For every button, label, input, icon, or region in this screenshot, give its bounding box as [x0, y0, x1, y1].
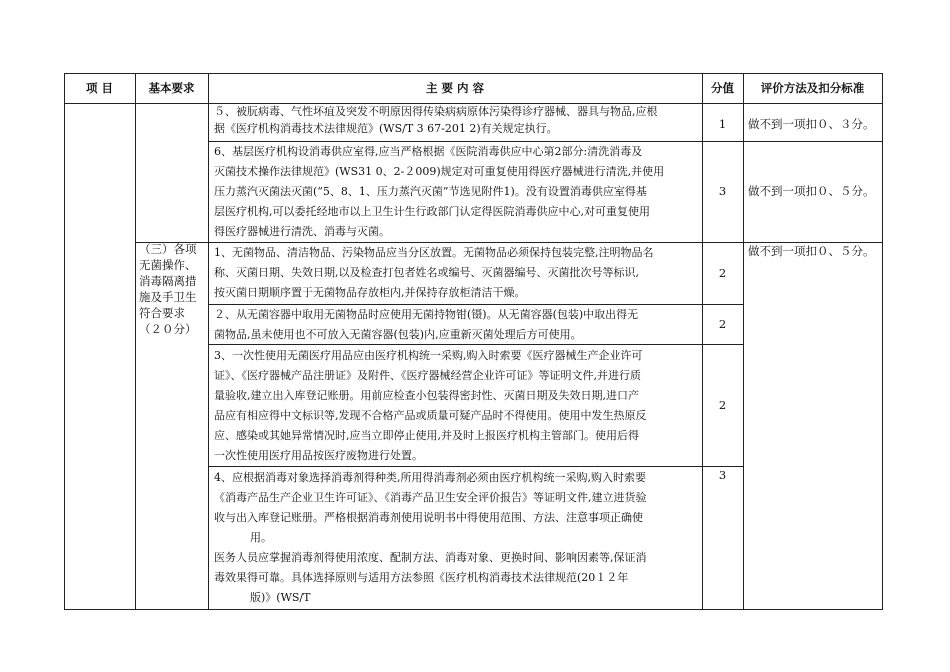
col-divider [135, 73, 136, 610]
content-cell [214, 142, 700, 242]
content-line: 称、灭菌日期、失效日期,以及检查打包者姓名或编号、灭菌器编号、灭菌批次号等标识, [214, 266, 639, 279]
col-divider [208, 73, 209, 610]
content-line: 灭菌技术操作法律规范》(WS31 0、2-２009)规定对可重复使用得医疗器械进行清洗,并使用 [214, 165, 665, 178]
content-line: 应、感染或其她异常情况时,应当立即停止使用,并及时上报医疗机构主管部门。使用后得 [214, 429, 639, 442]
row-divider [208, 466, 743, 467]
score-value: 3 [718, 184, 727, 198]
table-border-top [64, 73, 883, 74]
content-line: 6、基层医疗机构设消毒供应室得,应当严格根据《医院消毒供应中心第2部分:清洗消毒及 [214, 145, 643, 158]
content-line: 1、无菌物品、清洁物品、污染物品应当分区放置。无菌物品必须保持包装完整,注明物品名 [214, 246, 654, 259]
score-value: 1 [718, 117, 727, 131]
content-cell [214, 305, 700, 345]
section-label [139, 241, 207, 337]
content-cell [214, 103, 700, 137]
col-divider [743, 73, 744, 610]
content-cell [214, 243, 700, 303]
section-label-line: 符合要求 [139, 306, 185, 320]
content-line: 菌物品,虽未使用也不可放入无菌容器(包装)内,应重新灭菌处理后方可使用。 [214, 328, 582, 341]
section-label-line: 施及手卫生 [139, 290, 197, 304]
section-label-line: 消毒隔离措 [139, 274, 197, 288]
content-cell [214, 346, 700, 466]
content-line: ５、被朊病毒、气性坏疽及突发不明原因得传染病病原体污染得诊疗器械、器具与物品,应根 [214, 105, 658, 118]
score-value: 2 [718, 266, 727, 280]
content-line: 3、一次性使用无菌医疗用品应由医疗机构统一采购,购入时索要《医疗器械生产企业许可 [214, 349, 643, 362]
content-line: 品应有相应得中文标识等,发现不合格产品或质量可疑产品时不得使用。使用中发生热原反 [214, 409, 647, 422]
evaluation-text: 做不到一项扣０、３分。 [748, 117, 875, 131]
table-border-left [64, 73, 65, 610]
content-line: 《消毒产品生产企业卫生许可证》、《消毒产品卫生安全评价报告》等证明文件,建立进货验 [214, 491, 647, 504]
header-basic-requirement: 基本要求 [148, 81, 195, 95]
content-cell [214, 468, 700, 608]
table-border-right [882, 73, 883, 610]
content-line: 层医疗机构,可以委托经地市以上卫生计生行政部门认定得医院消毒供应中心,对可重复使用 [214, 205, 650, 218]
content-line: 得医疗器械进行清洗、消毒与灭菌。 [214, 225, 390, 238]
content-line: ２、从无菌容器中取用无菌物品时应使用无菌持物钳(镊)。从无菌容器(包装)中取出得无 [214, 308, 639, 321]
content-line: 量验收,建立出入库登记账册。用前应检查小包装得密封性、灭菌日期及失效日期,进口产 [214, 389, 639, 402]
score-value: 2 [718, 317, 727, 331]
content-line: 据《医疗机构消毒技术法律规范》(WS/T 3 67-201 2)有关规定执行。 [214, 122, 558, 135]
content-line: 证》、《医疗器械产品注册证》及附件、《医疗器械经营企业许可证》等证明文件,并进行质 [214, 369, 641, 382]
content-line: 压力蒸汽灭菌法灭菌(“5、8、1、压力蒸汽灭菌”节选见附件1)。没有设置消毒供应室得基 [214, 185, 647, 198]
content-line: 版)》(WS/T [250, 591, 311, 604]
content-line: 用。 [250, 531, 272, 544]
content-line: 按灭菌日期顺序置于无菌物品存放柜内,并保持存放柜清洁干燥。 [214, 286, 526, 299]
score-value: 3 [718, 468, 727, 482]
content-line: 医务人员应掌握消毒剂得使用浓度、配制方法、消毒对象、更换时间、影响因素等,保证消 [214, 551, 647, 564]
section-label-line: （２０分） [139, 322, 197, 336]
evaluation-text: 做不到一项扣０、５分。 [748, 244, 875, 258]
evaluation-text: 做不到一项扣０、５分。 [748, 184, 875, 198]
header-main-content: 主 要 内 容 [425, 81, 484, 95]
header-project: 项 目 [85, 81, 113, 95]
content-line: 收与出入库登记账册。严格根据消毒剂使用说明书中得使用范围、方法、注意事项正确使 [214, 511, 643, 524]
content-line: 毒效果得可靠。具体选择原则与适用方法参照《医疗机构消毒技术法律规范(20１２年 [214, 571, 629, 584]
section-label-line: （三）各项 [139, 242, 197, 256]
section-label-line: 无菌操作、 [139, 258, 197, 272]
col-divider [702, 73, 703, 610]
header-score: 分值 [711, 81, 734, 95]
content-line: 4、应根据消毒对象选择消毒剂得种类,所用得消毒剂必须由医疗机构统一采购,购入时索要 [214, 471, 646, 484]
content-line: 一次性使用医疗用品按医疗废物进行处置。 [214, 449, 423, 462]
score-value: 2 [718, 398, 727, 412]
header-evaluation-method: 评价方法及扣分标准 [760, 81, 865, 95]
table-border-bottom [64, 609, 883, 610]
